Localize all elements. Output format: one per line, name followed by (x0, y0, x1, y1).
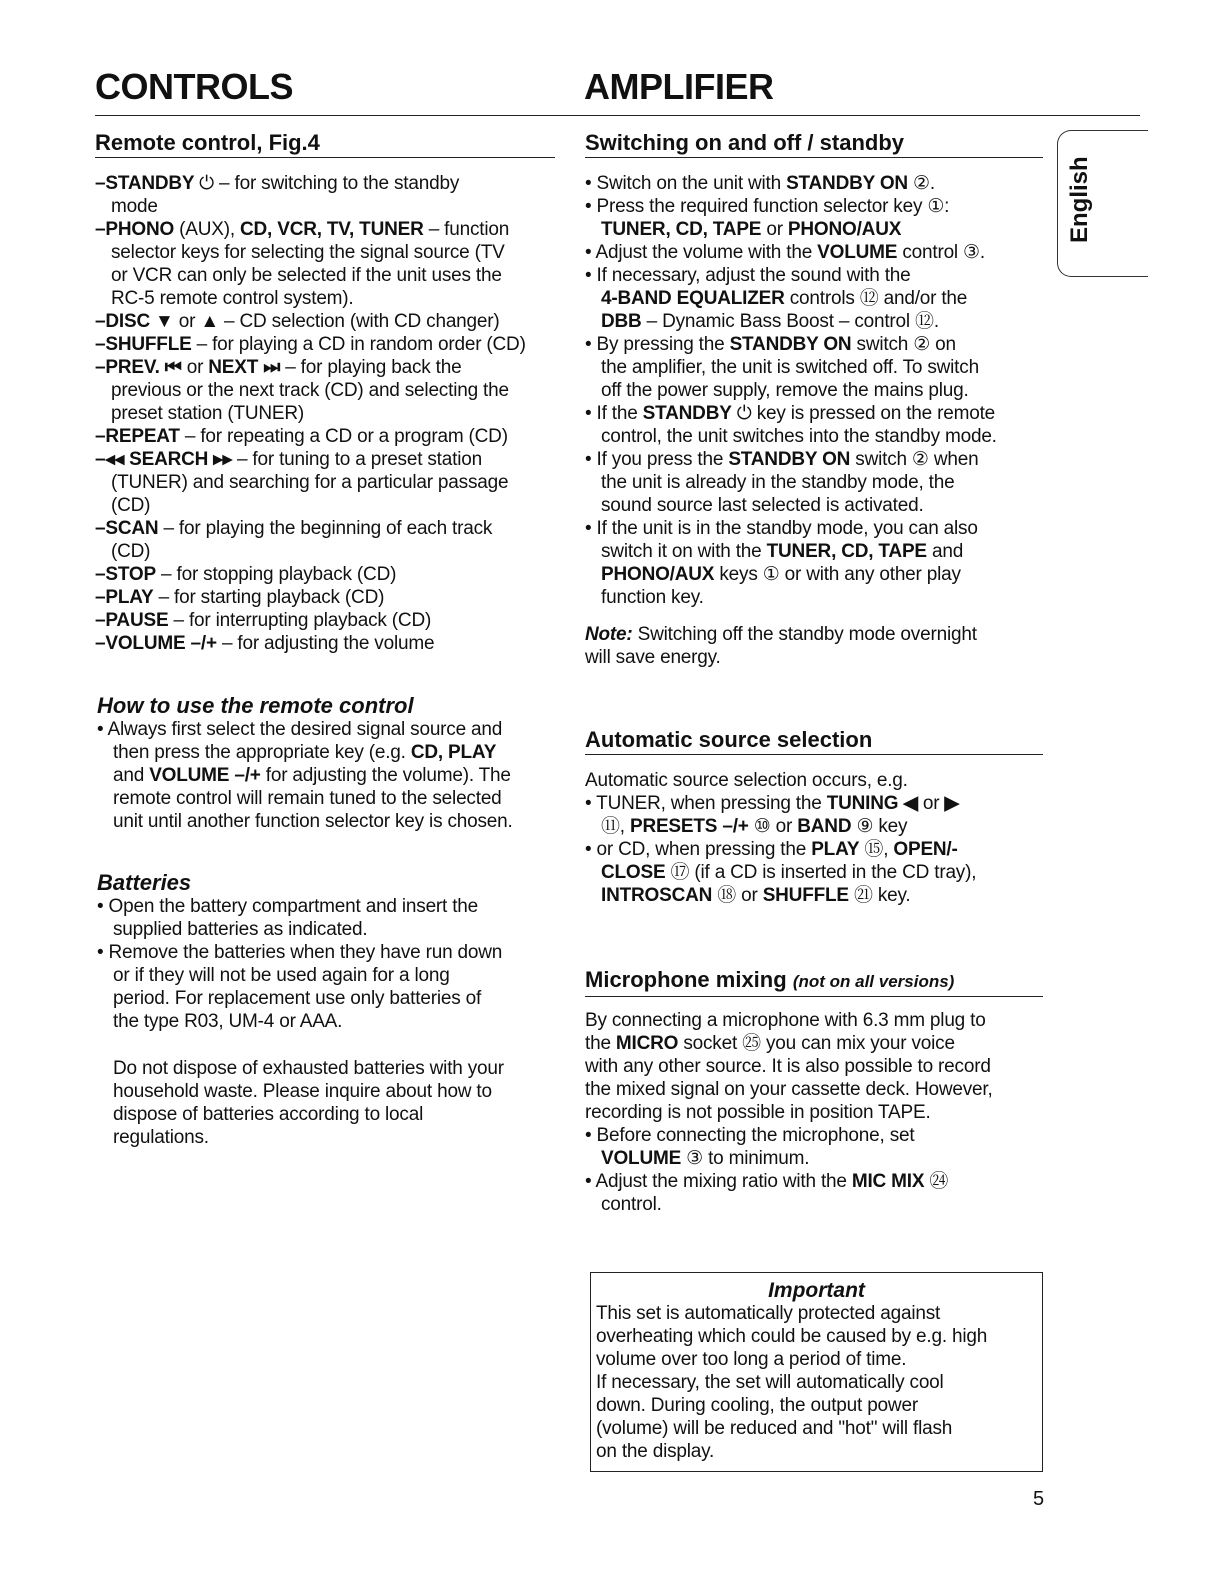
text-line (585, 471, 997, 494)
text-line (95, 195, 565, 218)
title-controls: CONTROLS (95, 66, 293, 107)
text-line (95, 563, 565, 586)
text-run: – for interrupting playback (CD) (168, 610, 432, 631)
text-line (596, 1302, 1042, 1325)
text-run: • Before connecting the microphone, set (585, 1125, 915, 1146)
text-line (95, 448, 565, 471)
list-item (95, 356, 565, 425)
text-run: selector keys for selecting the signal source (TV (111, 242, 505, 263)
text-run: sound source last selected is activated. (601, 495, 924, 516)
list-item (585, 402, 997, 448)
text-line (585, 884, 976, 907)
heading-microphone-mixing (585, 967, 1043, 997)
text-run: ②. (907, 173, 935, 194)
text-run: RC-5 remote control system). (111, 288, 354, 309)
microphone-list (585, 1124, 993, 1216)
text-run: control ③. (897, 242, 985, 263)
heading-remote-control: Remote control, Fig.4 (95, 130, 555, 158)
list-item (585, 448, 997, 517)
text-run: socket ㉕ you can mix your voice (678, 1033, 955, 1054)
text-run: – Dynamic Bass Boost – control ⑫. (641, 311, 939, 332)
text-run: or (181, 357, 209, 378)
list-item (95, 310, 565, 333)
text-run: • or CD, when pressing the (585, 839, 812, 860)
text-run: or if they will not be used again for a long (113, 965, 450, 986)
list-item (97, 718, 513, 833)
text-run: will save energy. (585, 647, 721, 668)
text-run: overheating which could be caused by e.g. high (596, 1326, 988, 1347)
text-line (97, 741, 513, 764)
text-line (95, 471, 565, 494)
automatic-source-intro (585, 769, 976, 792)
important-heading: Important (768, 1279, 865, 1302)
emphasized-text: TUNER, CD, TAPE (601, 219, 762, 240)
text-run: ⑱ or (712, 885, 763, 906)
text-line (585, 379, 997, 402)
list-item (95, 172, 565, 218)
language-tab (1057, 130, 1148, 277)
text-line (113, 1103, 504, 1126)
text-line (95, 264, 565, 287)
emphasized-text: STANDBY ON (786, 173, 908, 194)
text-run: function key. (601, 587, 704, 608)
text-line (585, 195, 997, 218)
text-run: mode (111, 196, 158, 217)
text-line (97, 918, 502, 941)
emphasized-text: TUNING ◀ (826, 793, 918, 814)
text-line (585, 172, 997, 195)
standby-note (585, 623, 977, 669)
text-run: • By pressing the (585, 334, 730, 355)
text-line (596, 1371, 1042, 1394)
text-line (585, 769, 976, 792)
text-run: then press the appropriate key (e.g. (113, 742, 411, 763)
text-line (585, 1009, 993, 1032)
text-run: If necessary, the set will automatically cool (596, 1372, 944, 1393)
text-line (95, 310, 565, 333)
text-line (95, 540, 565, 563)
emphasized-text: –VOLUME –/+ (95, 633, 217, 654)
list-item (585, 195, 997, 241)
text-line (95, 609, 565, 632)
text-run: down. During cooling, the output power (596, 1395, 918, 1416)
important-box (590, 1272, 1043, 1472)
text-line (97, 941, 502, 964)
text-run: volume over too long a period of time. (596, 1349, 907, 1370)
text-line (97, 810, 513, 833)
text-line (585, 218, 997, 241)
text-line (97, 987, 502, 1010)
heading-automatic-source: Automatic source selection (585, 727, 1043, 755)
text-run: the (585, 1033, 616, 1054)
text-run: the unit is already in the standby mode, the (601, 472, 955, 493)
list-item (97, 941, 502, 1033)
title-amplifier: AMPLIFIER (584, 66, 774, 107)
text-run: on the display. (596, 1441, 715, 1462)
emphasized-text: –REPEAT (95, 426, 180, 447)
text-line (585, 1032, 993, 1055)
text-line (585, 1170, 993, 1193)
text-line (585, 1078, 993, 1101)
text-run: • If the unit is in the standby mode, you can also (585, 518, 978, 539)
text-line (585, 1124, 993, 1147)
text-run: ⑰ (if a CD is inserted in the CD tray), (665, 862, 977, 883)
text-line (113, 1080, 504, 1103)
text-run: keys ① or with any other play (714, 564, 961, 585)
switching-list (585, 172, 997, 609)
list-item (585, 517, 997, 609)
text-run: regulations. (113, 1127, 209, 1148)
text-line (585, 517, 997, 540)
text-line (596, 1440, 1042, 1463)
text-run: (CD) (111, 541, 151, 562)
text-run: preset station (TUNER) (111, 403, 305, 424)
title-rule (95, 115, 1140, 116)
list-item (95, 632, 565, 655)
list-item (585, 1124, 993, 1170)
list-item (585, 264, 997, 333)
text-line (95, 586, 565, 609)
text-line (585, 838, 976, 861)
text-run: This set is automatically protected against (596, 1303, 941, 1324)
text-line (585, 494, 997, 517)
text-line (585, 646, 977, 669)
text-line (95, 379, 565, 402)
list-item (95, 218, 565, 310)
text-run: (volume) will be reduced and "hot" will flash (596, 1418, 953, 1439)
text-run: Switching off the standby mode overnight (632, 624, 977, 645)
text-line (95, 517, 565, 540)
text-line (585, 241, 997, 264)
microphone-mixing-text (585, 1009, 993, 1216)
heading-batteries: Batteries (97, 870, 192, 895)
list-item (95, 425, 565, 448)
text-line (97, 718, 513, 741)
list-item (95, 448, 565, 517)
language-tab-label: English (1066, 156, 1093, 243)
text-run: unit until another function selector key is chosen. (113, 811, 513, 832)
emphasized-text: STANDBY (642, 403, 732, 424)
text-line (585, 448, 997, 471)
text-line (585, 333, 997, 356)
list-item (95, 517, 565, 563)
text-run: the type R03, UM-4 or AAA. (113, 1011, 343, 1032)
emphasized-text: CD, PLAY (410, 742, 497, 763)
emphasized-text: –PHONO (95, 219, 180, 240)
emphasized-text: 4-BAND EQUALIZER (601, 288, 785, 309)
emphasized-text: STANDBY ON (728, 449, 851, 470)
text-line (585, 792, 976, 815)
text-run: switch it on with the (601, 541, 767, 562)
emphasized-text: OPEN/- (893, 839, 958, 860)
emphasized-text: PHONO/AUX (787, 219, 902, 240)
emphasized-text: –DISC ▼ (95, 311, 174, 332)
emphasized-text: VOLUME (601, 1148, 682, 1169)
emphasized-text: PHONO/AUX (601, 564, 715, 585)
text-run: ⑩ or (748, 816, 798, 837)
text-run: dispose of batteries according to local (113, 1104, 424, 1125)
text-line (585, 425, 997, 448)
text-run: controls ⑫ and/or the (784, 288, 968, 309)
text-run: • If the (585, 403, 643, 424)
text-run: ㉑ key. (848, 885, 911, 906)
text-line (585, 815, 976, 838)
emphasized-text: –PAUSE (95, 610, 169, 631)
emphasized-text: VOLUME –/+ (149, 765, 261, 786)
text-run: (CD) (111, 495, 151, 516)
emphasized-text: –SCAN (95, 518, 159, 539)
text-run: or VCR can only be selected if the unit uses the (111, 265, 502, 286)
text-line (585, 264, 997, 287)
text-run: ⑮, (859, 839, 894, 860)
text-run: with any other source. It is also possible to record (585, 1056, 991, 1077)
emphasized-text: –◂◂ SEARCH ▸▸ (95, 449, 232, 470)
text-line (585, 1101, 993, 1124)
text-line (97, 787, 513, 810)
emphasized-text: INTROSCAN (601, 885, 713, 906)
text-line (95, 333, 565, 356)
text-line (585, 1147, 993, 1170)
microphone-intro (585, 1009, 993, 1124)
text-line (596, 1325, 1042, 1348)
text-line (95, 287, 565, 310)
text-run: control. (601, 1194, 662, 1215)
emphasized-text: NEXT ⏭ (208, 357, 281, 378)
automatic-source-text (585, 769, 976, 907)
text-line (585, 1193, 993, 1216)
list-item (585, 241, 997, 264)
text-line (596, 1417, 1042, 1440)
emphasized-text: DBB (601, 311, 642, 332)
text-run: – CD selection (with CD changer) (218, 311, 500, 332)
emphasized-text: –STANDBY (95, 173, 200, 194)
emphasized-text: –SHUFFLE (95, 334, 192, 355)
text-line (95, 425, 565, 448)
emphasized-text: MICRO (615, 1033, 679, 1054)
text-run: ㉔ (924, 1171, 949, 1192)
text-run: • Press the required function selector key ①: (585, 196, 950, 217)
text-run: – for repeating a CD or a program (CD) (179, 426, 508, 447)
text-run: switch ② on (851, 334, 956, 355)
text-line (95, 356, 565, 379)
text-run: • If necessary, adjust the sound with the (585, 265, 911, 286)
text-line (97, 964, 502, 987)
text-run: ③ to minimum. (681, 1148, 810, 1169)
text-run: – for stopping playback (CD) (155, 564, 397, 585)
automatic-source-list (585, 792, 976, 907)
emphasized-text: PRESETS –/+ (629, 816, 749, 837)
list-item (95, 586, 565, 609)
text-line (95, 494, 565, 517)
text-run: ⏻ – for switching to the standby (199, 173, 460, 194)
text-line (585, 861, 976, 884)
text-run: – for playing a CD in random order (CD) (191, 334, 526, 355)
text-line (95, 241, 565, 264)
text-run: • If you press the (585, 449, 729, 470)
emphasized-text: PLAY (811, 839, 860, 860)
emphasized-text: –PREV. ⏮ (95, 357, 182, 378)
text-line (585, 402, 997, 425)
text-run: – for playing the beginning of each track (158, 518, 493, 539)
emphasized-text: CLOSE (601, 862, 666, 883)
text-run: – for starting playback (CD) (153, 587, 385, 608)
text-run: (TUNER) and searching for a particular passage (111, 472, 509, 493)
text-run: and (926, 541, 964, 562)
important-text (591, 1302, 1042, 1463)
batteries-list (97, 895, 502, 1033)
heading-microphone-mixing-text: Microphone mixing (585, 967, 787, 992)
text-run: or (761, 219, 788, 240)
text-run: • TUNER, when pressing the (585, 793, 827, 814)
emphasized-text: ▲ (200, 311, 219, 332)
list-item (585, 1170, 993, 1216)
text-line (585, 1055, 993, 1078)
text-run: By connecting a microphone with 6.3 mm plug to (585, 1010, 986, 1031)
heading-microphone-note: (not on all versions) (792, 972, 955, 991)
text-line (585, 623, 977, 646)
text-line (97, 764, 513, 787)
text-line (585, 563, 997, 586)
emphasized-text: –PLAY (95, 587, 154, 608)
text-line (585, 540, 997, 563)
text-run: – for playing back the (280, 357, 462, 378)
text-line (95, 218, 565, 241)
text-run: or (917, 793, 945, 814)
text-line (585, 586, 997, 609)
text-run: remote control will remain tuned to the selected (113, 788, 502, 809)
list-item (95, 333, 565, 356)
text-run: – for adjusting the volume (216, 633, 435, 654)
text-run: or (173, 311, 201, 332)
emphasized-text: Note: (585, 624, 633, 645)
text-run: – for tuning to a preset station (231, 449, 482, 470)
text-line (113, 1057, 504, 1080)
text-run: the amplifier, the unit is switched off. To switch (601, 357, 979, 378)
text-run: (AUX), (179, 219, 241, 240)
text-run: household waste. Please inquire about how to (113, 1081, 492, 1102)
page-number: 5 (1033, 1488, 1045, 1510)
text-run: recording is not possible in position TAPE. (585, 1102, 931, 1123)
text-line (95, 402, 565, 425)
text-line (95, 632, 565, 655)
text-line (596, 1348, 1042, 1371)
text-line (585, 287, 997, 310)
how-to-use-list (97, 718, 513, 833)
emphasized-text: –STOP (95, 564, 156, 585)
text-line (585, 356, 997, 379)
text-run: • Remove the batteries when they have run down (97, 942, 503, 963)
text-run: • Open the battery compartment and insert the (97, 896, 479, 917)
text-line (97, 1010, 502, 1033)
list-item (585, 838, 976, 907)
list-item (95, 609, 565, 632)
list-item (585, 172, 997, 195)
heading-how-to-use: How to use the remote control (97, 693, 414, 718)
text-run: off the power supply, remove the mains plug. (601, 380, 969, 401)
text-run: ⑪, (601, 816, 630, 837)
text-run: • Adjust the mixing ratio with the (585, 1171, 852, 1192)
text-run: control, the unit switches into the standby mode. (601, 426, 997, 447)
text-run: supplied batteries as indicated. (113, 919, 368, 940)
text-run: • Switch on the unit with (585, 173, 787, 194)
text-line (97, 895, 502, 918)
emphasized-text: STANDBY ON (729, 334, 852, 355)
text-run: period. For replacement use only batteries of (113, 988, 482, 1009)
text-line (585, 310, 997, 333)
emphasized-text: CD, VCR, TV, TUNER (240, 219, 424, 240)
text-run: switch ② when (850, 449, 979, 470)
list-item (585, 333, 997, 402)
emphasized-text: VOLUME (817, 242, 898, 263)
text-run: for adjusting the volume). The (260, 765, 511, 786)
text-run: Do not dispose of exhausted batteries with your (113, 1058, 504, 1079)
text-run: • Adjust the volume with the (585, 242, 818, 263)
text-line (113, 1126, 504, 1149)
emphasized-text: BAND (797, 816, 852, 837)
batteries-disposal-note (113, 1057, 504, 1149)
emphasized-text: SHUFFLE (762, 885, 849, 906)
list-item (97, 895, 502, 941)
text-run: the mixed signal on your cassette deck. However, (585, 1079, 993, 1100)
text-line (95, 172, 565, 195)
text-run: Automatic source selection occurs, e.g. (585, 770, 908, 791)
list-item (585, 792, 976, 838)
text-line (596, 1394, 1042, 1417)
text-run: – function (423, 219, 510, 240)
text-run: • Always first select the desired signal source and (97, 719, 503, 740)
heading-switching: Switching on and off / standby (585, 130, 1043, 158)
text-run: previous or the next track (CD) and selecting the (111, 380, 509, 401)
text-run: ⏻ key is pressed on the remote (731, 403, 996, 424)
remote-control-list (95, 172, 565, 655)
emphasized-text: MIC MIX (851, 1171, 925, 1192)
emphasized-text: TUNER, CD, TAPE (766, 541, 927, 562)
list-item (95, 563, 565, 586)
text-run: and (113, 765, 150, 786)
emphasized-text: ▶ (944, 793, 959, 814)
text-run: ⑨ key (851, 816, 908, 837)
